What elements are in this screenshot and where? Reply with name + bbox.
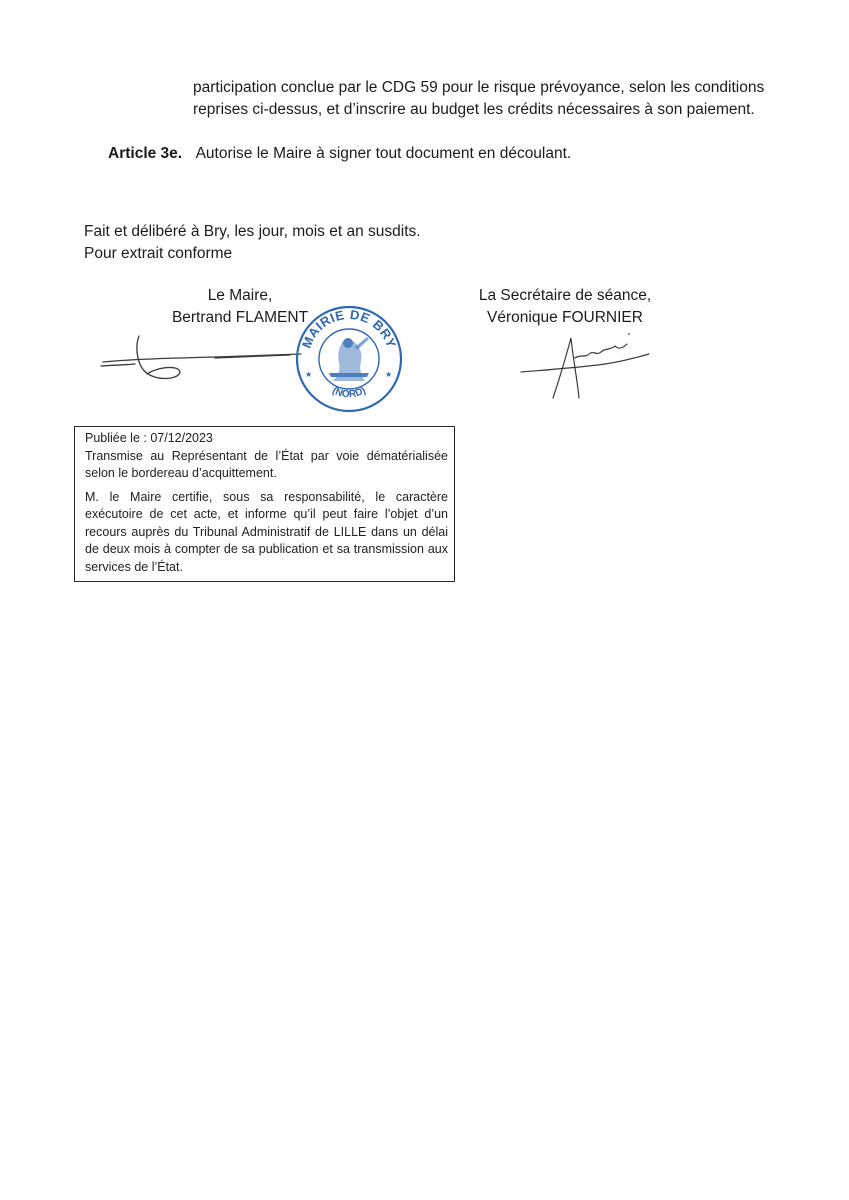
secretary-handwritten-signature bbox=[515, 328, 655, 403]
closing-line-2: Pour extrait conforme bbox=[84, 245, 233, 262]
article-3-text: Autorise le Maire à signer tout document en découlant. bbox=[195, 145, 572, 162]
notice-published-date: Publiée le : 07/12/2023 bbox=[85, 431, 213, 445]
closing-formula bbox=[84, 221, 421, 265]
paragraph-line-1: participation conclue par le CDG 59 pour le risque prévoyance, selon les conditions bbox=[193, 79, 765, 96]
stamp-emblem bbox=[329, 337, 369, 381]
secretary-name: Véronique FOURNIER bbox=[487, 309, 643, 326]
stamp-star-right-icon: ★ bbox=[385, 370, 393, 379]
stamp-top-text: MAIRIE DE BRY bbox=[298, 306, 400, 351]
article-3 bbox=[108, 143, 571, 165]
article-3-label: Article 3e. bbox=[108, 145, 183, 162]
svg-text:(NORD) bbox=[330, 385, 367, 400]
continued-paragraph bbox=[193, 77, 773, 121]
mayor-title: Le Maire, bbox=[207, 287, 273, 304]
closing-line-1: Fait et délibéré à Bry, les jour, mois et an susdits. bbox=[84, 223, 421, 240]
stamp-star-left-icon: ★ bbox=[305, 370, 313, 379]
paragraph-line-2: reprises ci-dessus, et d’inscrire au budget les crédits nécessaires à son paiement. bbox=[193, 101, 755, 118]
notice-certification: M. le Maire certifie, sous sa responsabilité, le caractère exécutoire de cet acte, et informe qu’il peut faire l’objet d’un recours auprès du Tribunal Administratif de LILLE dans un délai de deux mois à compter de sa publication et sa transmission aux services de l’État. bbox=[85, 489, 448, 574]
secretary-signature-block bbox=[465, 285, 665, 329]
publication-notice bbox=[74, 426, 455, 582]
mayor-name: Bertrand FLAMENT bbox=[171, 309, 309, 326]
mairie-stamp bbox=[293, 303, 405, 415]
notice-transmission: Transmise au Représentant de l’État par voie dématérialisée selon le bordereau d’acquittement. bbox=[85, 448, 448, 480]
secretary-title: La Secrétaire de séance, bbox=[478, 287, 652, 304]
stamp-bottom-text: (NORD) bbox=[330, 385, 368, 401]
mayor-handwritten-signature bbox=[95, 328, 313, 388]
